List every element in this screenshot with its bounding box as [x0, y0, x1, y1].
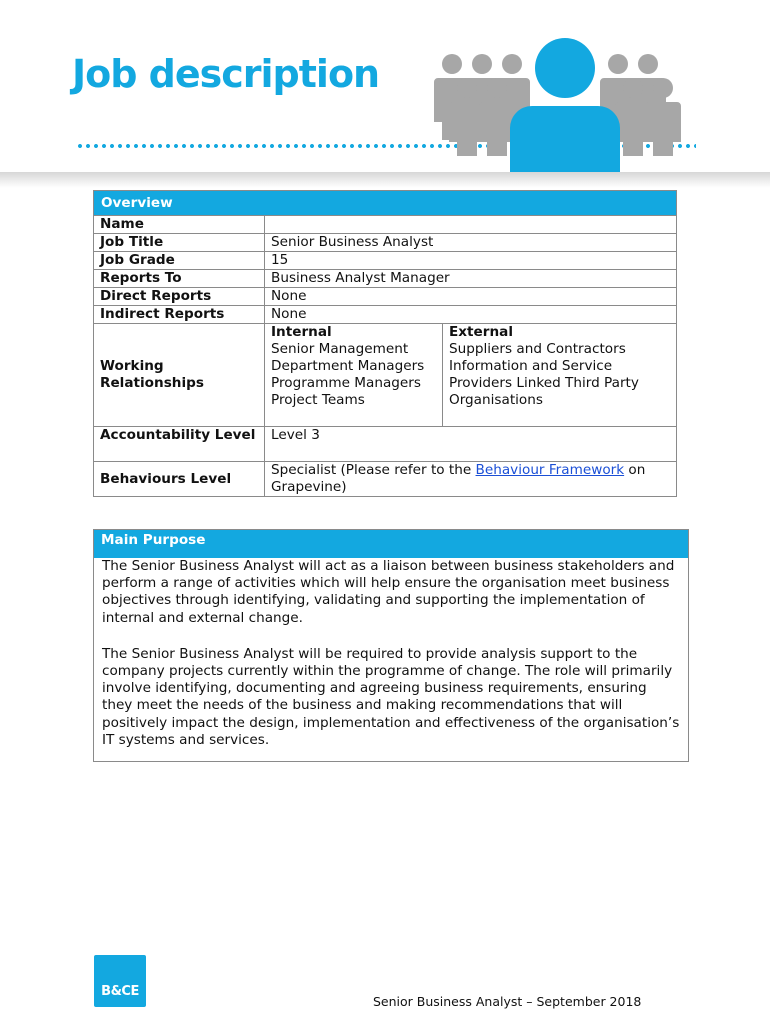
direct-reports-value: None [265, 288, 677, 306]
job-grade-label: Job Grade [94, 252, 265, 270]
page-title: Job description [72, 52, 380, 96]
people-group-icon [430, 26, 700, 176]
table-row [94, 216, 677, 234]
reports-to-value: Business Analyst Manager [265, 270, 677, 288]
accountability-value: Level 3 [265, 427, 677, 462]
behaviours-suffix: on Grapevine) [271, 462, 646, 495]
direct-reports-label: Direct Reports [94, 288, 265, 306]
main-purpose-paragraph-1: The Senior Business Analyst will act as a liaison between business stakeholders and perform a range of activities which will help ensure the organisation meet business objectives through identifying, validating and supporting the implementation of internal and external change. [102, 558, 675, 626]
behaviours-prefix: Specialist (Please refer to the [271, 462, 476, 478]
overview-table [93, 190, 677, 497]
main-purpose-box [93, 529, 689, 762]
table-row [94, 234, 677, 252]
internal-heading: Internal [265, 324, 443, 341]
behaviour-framework-link[interactable]: Behaviour Framework [475, 462, 625, 478]
table-row [94, 252, 677, 270]
name-label: Name [94, 216, 265, 234]
logo-text: B&CE [101, 984, 139, 999]
external-list: Suppliers and Contractors Information and Service Providers Linked Third Party Organisations [449, 341, 639, 408]
behaviours-value [265, 462, 677, 497]
table-row [94, 462, 677, 497]
job-title-value: Senior Business Analyst [265, 234, 677, 252]
table-row [94, 427, 677, 462]
working-relationships-subtable [265, 324, 676, 426]
header-shadow-band [0, 172, 770, 188]
overview-heading: Overview [94, 191, 677, 216]
main-purpose-heading: Main Purpose [94, 530, 688, 558]
table-row [94, 306, 677, 324]
working-relationships-label: Working Relationships [94, 324, 265, 427]
external-heading: External [449, 324, 513, 340]
internal-list: Senior Management Department Managers Programme Managers Project Teams [265, 341, 443, 426]
indirect-reports-value: None [265, 306, 677, 324]
job-title-label: Job Title [94, 234, 265, 252]
table-row [94, 324, 677, 427]
indirect-reports-label: Indirect Reports [94, 306, 265, 324]
name-value [265, 216, 677, 234]
behaviours-label: Behaviours Level [94, 462, 265, 497]
job-grade-value: 15 [265, 252, 677, 270]
reports-to-label: Reports To [94, 270, 265, 288]
bce-logo [94, 955, 146, 1007]
footer-text: Senior Business Analyst – September 2018 [373, 994, 642, 1009]
table-row [94, 288, 677, 306]
table-row [94, 270, 677, 288]
person-highlight-icon [510, 38, 620, 176]
accountability-label: Accountability Level [94, 427, 265, 462]
main-purpose-paragraph-2: The Senior Business Analyst will be required to provide analysis support to the company projects currently within the programme of change. The role will primarily involve identifying, documenting and agreeing business requirements, ensuring they meet the needs of the business and making recommendations that will positively impact the design, implementation and effectiveness of the organisation’s IT systems and services. [102, 645, 680, 748]
